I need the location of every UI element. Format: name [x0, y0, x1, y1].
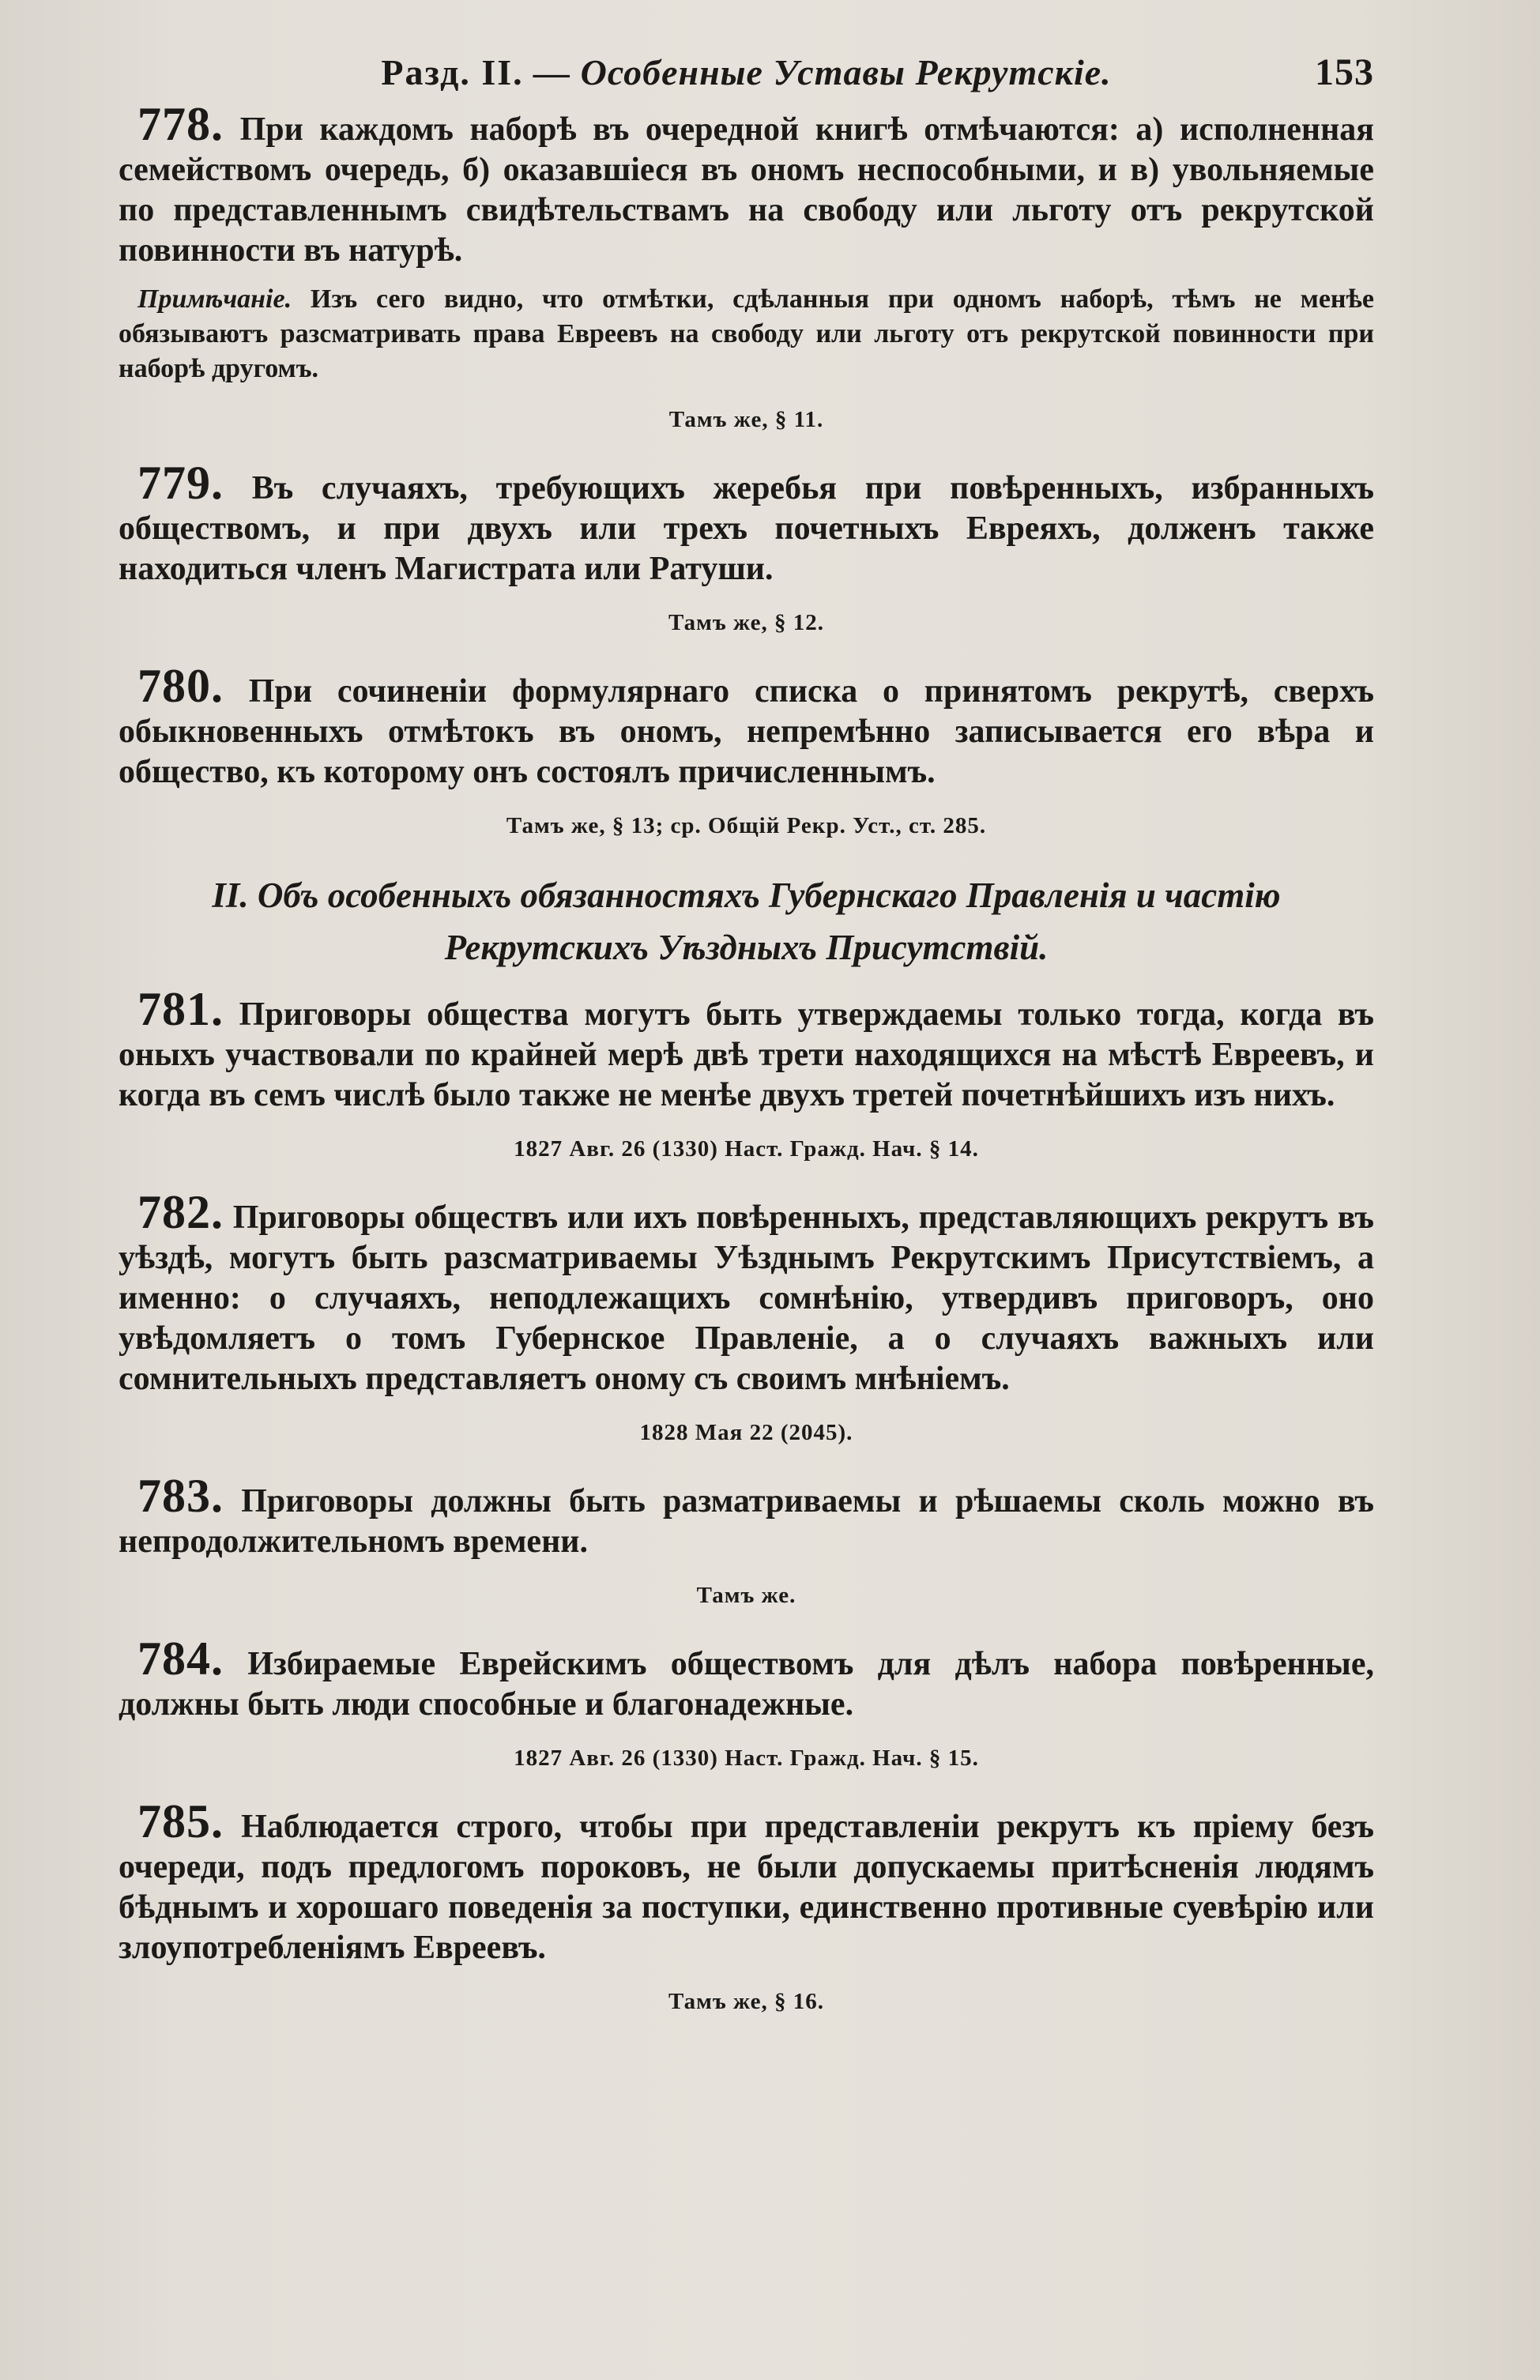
article-source: Тамъ же.: [696, 1583, 796, 1608]
page-number: 153: [1315, 51, 1374, 93]
note-text: Изъ сего видно, что отмѣтки, сдѣланныя при одномъ наборѣ, тѣмъ не менѣе обязываютъ разсматривать права Евреевъ на свободу или льготу отъ рекрутской повинности при наборѣ другомъ.: [119, 284, 1374, 383]
article-number: 783.: [137, 1470, 224, 1522]
article-number: 785.: [137, 1795, 224, 1847]
section-title: — Особенные Уставы Рекрутскіе.: [533, 52, 1112, 92]
article-780: [119, 660, 1374, 839]
article-text: При сочиненіи формулярнаго списка о принятомъ рекрутѣ, сверхъ обыкновенныхъ отмѣтокъ въ ономъ, непремѣнно записывается его вѣра и общество, къ которому онъ состоялъ причисленнымъ.: [119, 673, 1374, 790]
article-source: 1827 Авг. 26 (1330) Наст. Гражд. Нач. § 14.: [514, 1136, 979, 1162]
article-number: 784.: [137, 1632, 224, 1685]
article-source: Тамъ же, § 13; ср. Общій Рекр. Уст., ст. 285.: [506, 813, 987, 838]
article-source: 1827 Авг. 26 (1330) Наст. Гражд. Нач. § 15.: [514, 1745, 979, 1771]
running-head: [119, 41, 1374, 104]
article-number: 782.: [137, 1186, 224, 1238]
article-778: [119, 98, 1374, 433]
article-source: Тамъ же, § 16.: [668, 1989, 825, 2014]
article-785: [119, 1795, 1375, 2015]
article-source: Тамъ же, § 12.: [668, 610, 825, 635]
article-784: [119, 1632, 1374, 1772]
article-text: Наблюдается строго, чтобы при представленіи рекрутъ къ пріему безъ очереди, подъ предлогомъ пороковъ, не были допускаемы притѣсненія людямъ бѣднымъ и хорошаго поведенія за поступки, единственно противные суевѣрію или злоупотребленіямъ Евреевъ.: [119, 1809, 1375, 1966]
section-label: Разд. II.: [381, 52, 524, 92]
article-number: 778.: [137, 98, 224, 150]
article-text: Приговоры обществъ или ихъ повѣренныхъ, представляющихъ рекрутъ въ уѣздѣ, могутъ быть разсматриваемы Уѣзднымъ Рекрутскимъ Присутствіемъ, а именно: о случаяхъ, неподлежащихъ сомнѣнію, утвердивъ приговоръ, оно увѣдомляетъ о томъ Губернское Правленіе, а о случаяхъ важныхъ или сомнительныхъ представляетъ оному съ своимъ мнѣніемъ.: [119, 1199, 1374, 1397]
article-783: [119, 1470, 1374, 1609]
article-779: [119, 457, 1375, 636]
article-number: 781.: [137, 983, 224, 1035]
section-heading: [119, 869, 1374, 973]
article-number: 779.: [137, 457, 224, 509]
article-text: Избираемые Еврейскимъ обществомъ для дѣлъ набора повѣренные, должны быть люди способные и благонадежные.: [119, 1646, 1374, 1723]
article-782: [119, 1186, 1374, 1446]
section-heading-line-2: Рекрутскихъ Уѣздныхъ Присутствій.: [444, 928, 1049, 967]
article-text: Приговоры должны быть разматриваемы и рѣшаемы сколь можно въ непродолжительномъ времени.: [119, 1483, 1374, 1560]
note-label: Примѣчаніе.: [137, 284, 292, 314]
article-number: 780.: [137, 660, 224, 712]
article-text: Въ случаяхъ, требующихъ жеребья при повѣренныхъ, избранныхъ обществомъ, и при двухъ или трехъ почетныхъ Евреяхъ, долженъ также находиться членъ Магистрата или Ратуши.: [119, 470, 1375, 587]
article-source: 1828 Мая 22 (2045).: [639, 1420, 853, 1445]
article-781: [119, 983, 1374, 1162]
article-source: Тамъ же, § 11.: [668, 407, 824, 432]
article-text: При каждомъ наборѣ въ очередной книгѣ отмѣчаются: а) исполненная семействомъ очередь, б) оказавшіеся въ ономъ неспособными, и в) увольняемые по представленнымъ свидѣтельствамъ на свободу или льготу отъ рекрутской повинности въ натурѣ.: [119, 111, 1374, 269]
article-text: Приговоры общества могутъ быть утверждаемы только тогда, когда въ оныхъ участвовали по крайней мерѣ двѣ трети находящихся на мѣстѣ Евреевъ, и когда въ семъ числѣ было также не менѣе двухъ третей почетнѣйшихъ изъ нихъ.: [119, 996, 1374, 1113]
article-note: [119, 282, 1374, 386]
section-heading-line-1: II. Объ особенныхъ обязанностяхъ Губернскаго Правленія и частію: [212, 876, 1281, 915]
